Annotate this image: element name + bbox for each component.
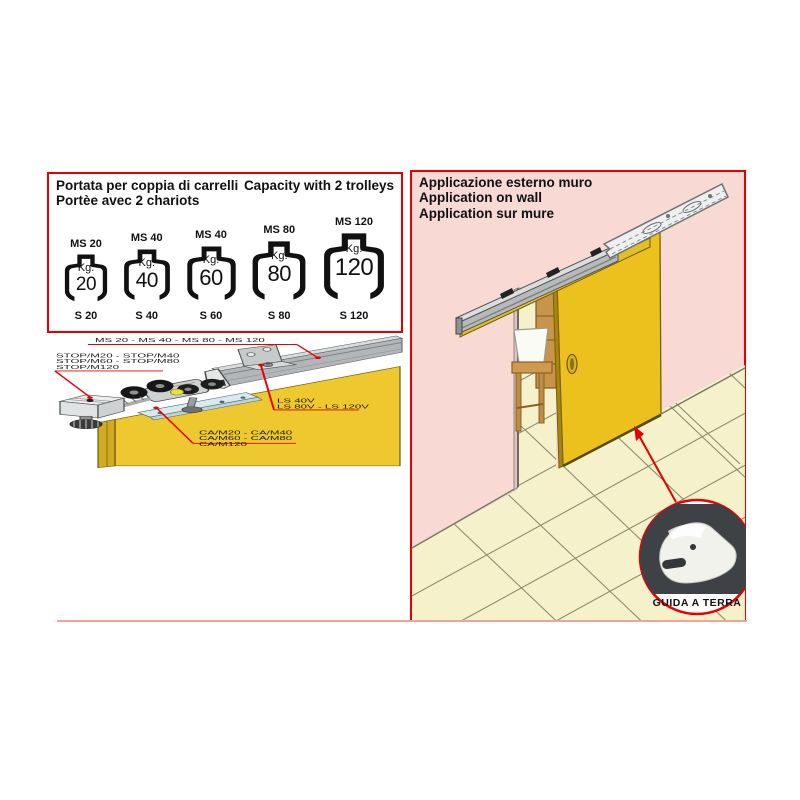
kg-value: 20 bbox=[75, 274, 97, 296]
track-profile-icon bbox=[320, 229, 388, 307]
ls-label-1: LS 40V bbox=[277, 397, 315, 404]
application-panel bbox=[410, 170, 746, 620]
inset-caption: GUIDA A TERRA bbox=[652, 597, 742, 609]
profile-ms80 bbox=[249, 224, 309, 322]
stop-label-3: STOP/M120 bbox=[56, 364, 119, 371]
page-divider-line bbox=[57, 620, 747, 622]
application-title-fr: Application sur mure bbox=[419, 205, 555, 221]
ls-label-2: LS 80V - LS 120V bbox=[277, 403, 369, 410]
profile-top-label: MS 80 bbox=[263, 224, 296, 237]
profile-top-label: MS 20 bbox=[70, 238, 102, 251]
profile-top-label: MS 40 bbox=[195, 229, 227, 242]
kg-label: Kg. bbox=[202, 254, 220, 267]
capacity-title-it: Portata per coppia di carrelli bbox=[56, 178, 239, 193]
ca-label-1: CA/M20 - CA/M40 bbox=[199, 429, 293, 436]
kg-value: 40 bbox=[135, 268, 158, 292]
profile-ms60 bbox=[184, 229, 239, 322]
stop-label-2: STOP/M60 - STOP/M80 bbox=[56, 358, 180, 365]
capacity-box bbox=[47, 172, 403, 333]
profile-top-label: MS 120 bbox=[335, 216, 373, 229]
profiles-row bbox=[56, 216, 394, 322]
rail-label: MS 20 - MS 40 - MS 80 - MS 120 bbox=[95, 337, 265, 344]
kg-label: Kg. bbox=[345, 243, 363, 256]
profile-ms120 bbox=[320, 216, 388, 322]
floor-guide-inset bbox=[640, 500, 746, 614]
profile-bottom-label: S 120 bbox=[339, 310, 369, 323]
application-title-it: Applicazione esterno muro bbox=[419, 175, 593, 190]
profile-top-label: MS 40 bbox=[130, 232, 163, 245]
application-title-en: Application on wall bbox=[419, 190, 543, 206]
kg-value: 80 bbox=[267, 261, 291, 287]
ca-label-3: CA/M120 bbox=[199, 441, 247, 448]
stop-label-1: STOP/M20 - STOP/M40 bbox=[56, 352, 180, 359]
application-titles bbox=[419, 175, 592, 221]
track-profile-icon bbox=[62, 251, 110, 307]
kg-label: Kg. bbox=[77, 262, 95, 275]
capacity-title-fr: Portèe avec 2 chariots bbox=[56, 193, 200, 209]
profile-bottom-label: S 40 bbox=[135, 310, 159, 323]
kg-value: 120 bbox=[334, 254, 374, 282]
profile-bottom-label: S 20 bbox=[74, 310, 98, 323]
assembly-diagram bbox=[40, 335, 405, 625]
profile-ms40 bbox=[121, 232, 173, 322]
profile-bottom-label: S 80 bbox=[267, 310, 291, 323]
track-profile-icon bbox=[121, 245, 173, 307]
track-profile-icon bbox=[184, 242, 239, 307]
kg-value: 60 bbox=[199, 265, 223, 291]
profile-bottom-label: S 60 bbox=[199, 310, 223, 323]
application-scene bbox=[410, 170, 746, 620]
kg-label: Kg. bbox=[270, 250, 288, 263]
capacity-title-en: Capacity with 2 trolleys bbox=[243, 178, 394, 193]
track-profile-icon bbox=[249, 237, 309, 307]
kg-label: Kg. bbox=[138, 256, 155, 269]
ca-label-2: CA/M60 - CA/M80 bbox=[199, 435, 293, 442]
profile-ms20 bbox=[62, 238, 110, 322]
capacity-titles bbox=[56, 178, 394, 208]
